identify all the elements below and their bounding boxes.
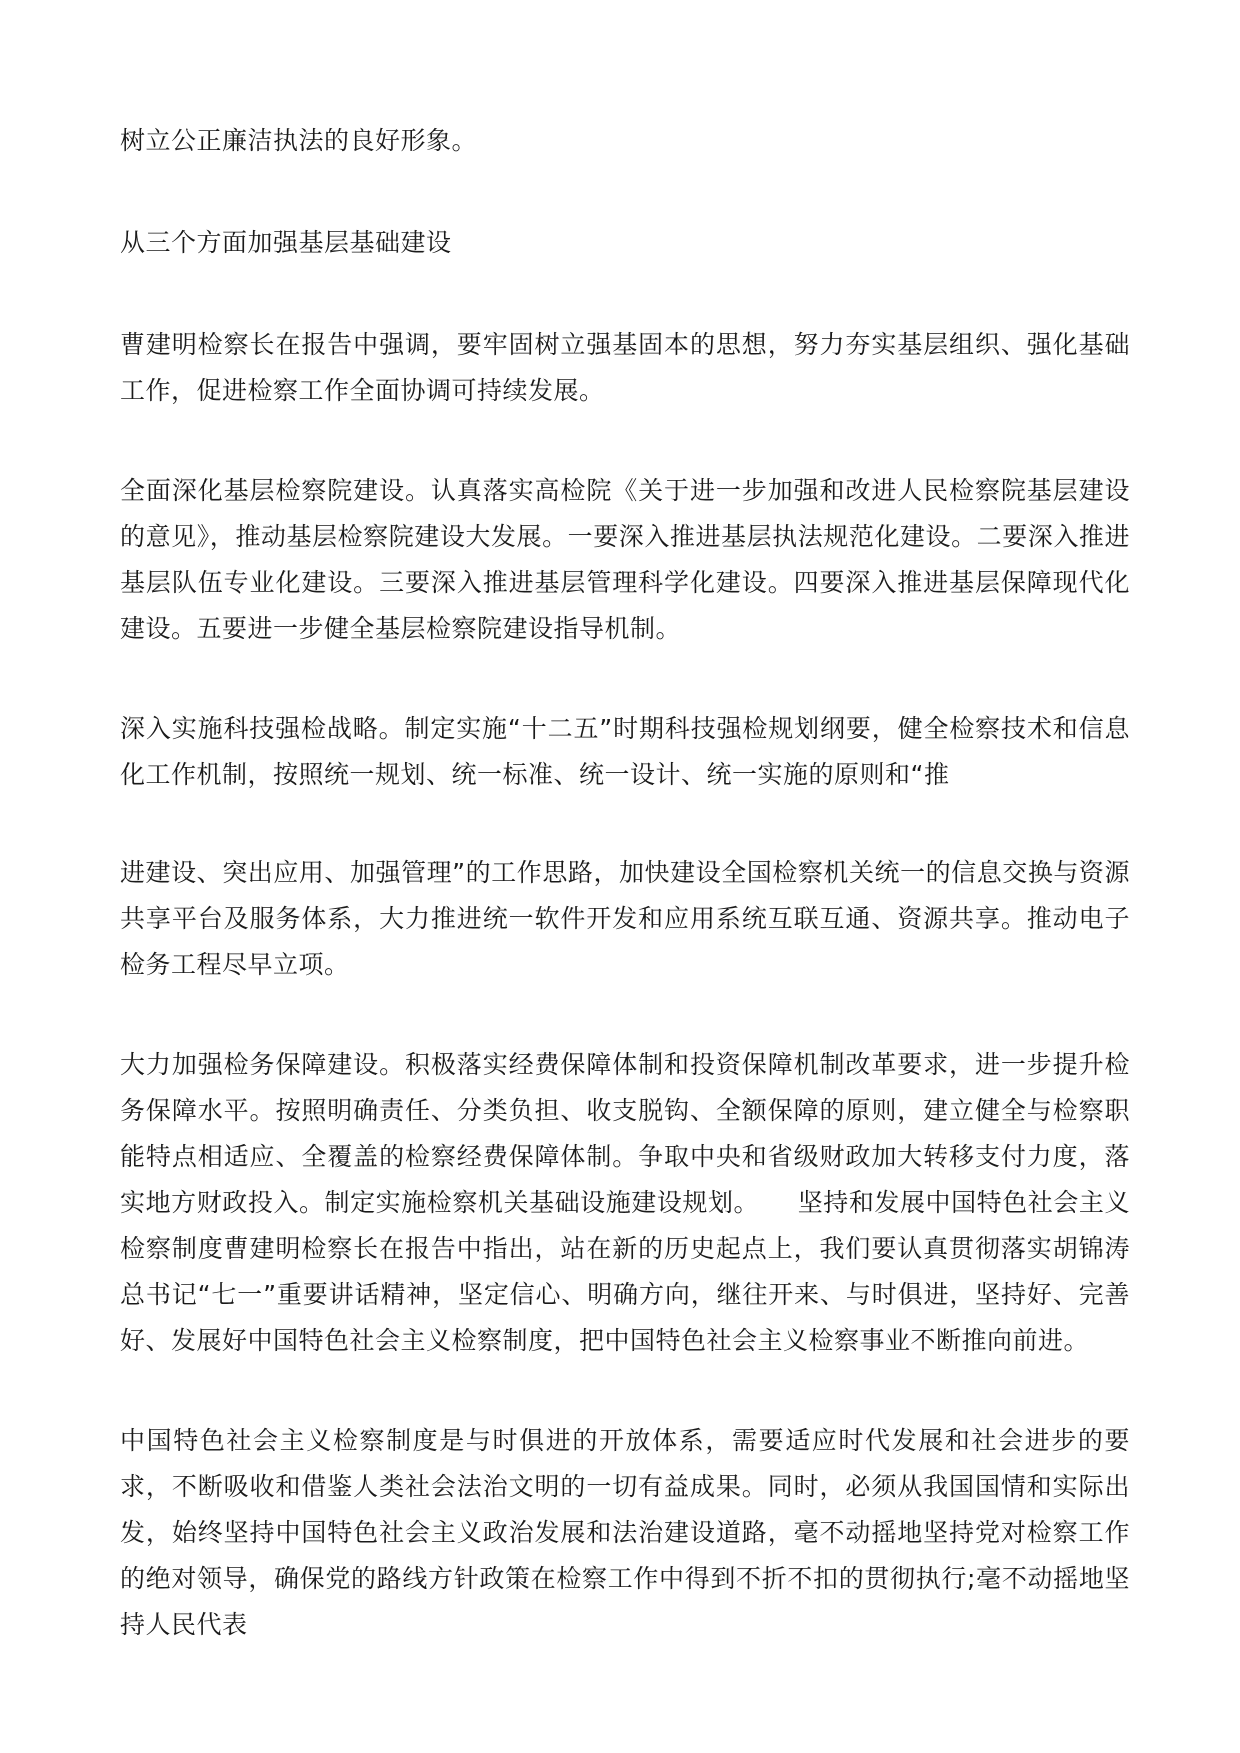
paragraph-4: 全面深化基层检察院建设。认真落实高检院《关于进一步加强和改进人民检察院基层建设的意见》，推动基层检察院建设大发展。一要深入推进基层执法规范化建设。二要深入推进基层队伍专业化建设。三要深入推进基层管理科学化建设。四要深入推进基层保障现代化建设。五要进一步健全基层检察院建设指导机制。 [120,476,1130,643]
paragraph-7: 大力加强检务保障建设。积极落实经费保障体制和投资保障机制改革要求，进一步提升检务保障水平。按照明确责任、分类负担、收支脱钩、全额保障的原则，建立健全与检察职能特点相适应、全覆盖的检察经费保障体制。争取中央和省级财政加大转移支付力度，落实地方财政投入。制定实施检察机关基础设施建设规划。 坚持和发展中国特色社会主义检察制度曹建明检察长在报告中指出，站在新的历史起点上，我们要认真贯彻落实胡锦涛总书记“七一”重要讲话精神，坚定信心、明确方向，继往开来、与时俱进，坚持好、完善好、发展好中国特色社会主义检察制度，把中国特色社会主义检察事业不断推向前进。 [120,1050,1130,1355]
section-heading: 从三个方面加强基层基础建设 [120,228,452,257]
paragraph-3: 曹建明检察长在报告中强调，要牢固树立强基固本的思想，努力夯实基层组织、强化基础工作，促进检察工作全面协调可持续发展。 [120,330,1130,405]
paragraph-6: 进建设、突出应用、加强管理”的工作思路，加快建设全国检察机关统一的信息交换与资源共享平台及服务体系，大力推进统一软件开发和应用系统互联互通、资源共享。推动电子检务工程尽早立项。 [120,858,1130,979]
document-body [120,118,1130,1702]
paragraph-5: 深入实施科技强检战略。制定实施“十二五”时期科技强检规划纲要，健全检察技术和信息化工作机制，按照统一规划、统一标准、统一设计、统一实施的原则和“推 [120,714,1130,789]
paragraph-8: 中国特色社会主义检察制度是与时俱进的开放体系，需要适应时代发展和社会进步的要求，不断吸收和借鉴人类社会法治文明的一切有益成果。同时，必须从我国国情和实际出发，始终坚持中国特色社会主义政治发展和法治建设道路，毫不动摇地坚持党对检察工作的绝对领导，确保党的路线方针政策在检察工作中得到不折不扣的贯彻执行;毫不动摇地坚持人民代表 [120,1426,1130,1639]
paragraph-1: 树立公正廉洁执法的良好形象。 [120,126,478,155]
